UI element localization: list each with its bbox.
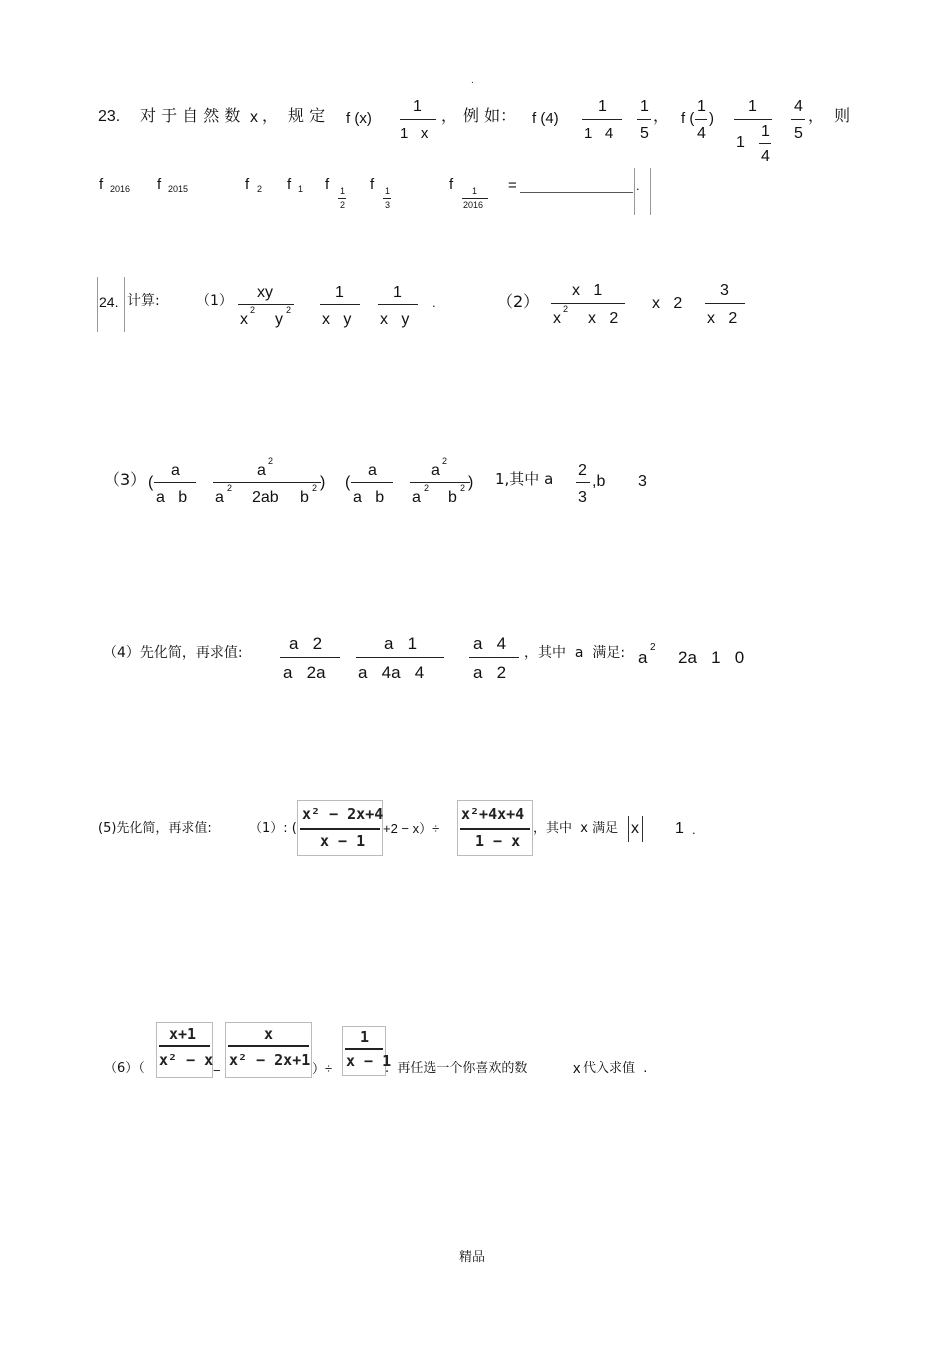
fraction-bar [154, 482, 196, 483]
fraction-numerator: 1 [413, 98, 422, 115]
fraction-numerator: 3 [720, 282, 729, 299]
problem-text: 对 于 自 然 数 [140, 106, 241, 125]
exponent: 2 [424, 483, 430, 493]
function-f-4: f (4) [532, 110, 559, 127]
function-f: f [157, 176, 162, 193]
fraction-numerator: x² − 2x+4 [302, 805, 384, 823]
denominator-x: x [240, 311, 248, 328]
fraction-numerator: a [368, 462, 377, 479]
variable-b: ,b [592, 473, 606, 490]
fraction-numerator: xy [257, 284, 273, 301]
exponent: 2 [286, 305, 292, 315]
sub-denominator: 3 [385, 200, 391, 210]
fraction-numerator: a [431, 462, 440, 479]
fraction-bar [791, 119, 805, 120]
fraction-numerator: a [257, 462, 266, 479]
instruction-text: . 再任选一个你喜欢的数 [385, 1061, 528, 1076]
paren: ( [148, 474, 154, 491]
exponent: 2 [563, 304, 569, 314]
function-f-x: f (x) [346, 110, 372, 127]
fraction-image [342, 1026, 392, 1076]
denominator-mid: 2ab [252, 489, 279, 506]
scan-edge [650, 168, 651, 215]
function-f: f [245, 176, 250, 193]
expression: x 2 [652, 295, 683, 312]
subquestion-tag: （6）（ [104, 1061, 145, 1076]
fraction-bar [695, 119, 707, 120]
value: 1 [675, 820, 684, 837]
problem-text: ， 则 [808, 106, 851, 125]
sub-denominator: 2016 [463, 200, 484, 210]
problem-number: 23. [98, 108, 121, 125]
scan-edge [97, 277, 98, 332]
sub-numerator: 1 [340, 186, 346, 196]
fraction-bar [345, 1048, 383, 1050]
subquestion-tag: （1） [196, 293, 233, 309]
denominator-y: y [275, 311, 283, 328]
denominator-x: x [553, 310, 561, 327]
paren: ) [320, 474, 326, 491]
subscript: 1 [298, 184, 304, 194]
fraction-bar [383, 198, 391, 199]
equation-rest: 2a 1 0 [678, 648, 745, 667]
fraction-denominator: x² − 2x+1 [229, 1051, 311, 1069]
expression: ）÷ [312, 1061, 333, 1076]
sub-numerator: 1 [385, 186, 391, 196]
period: . [692, 822, 696, 837]
fraction-denominator: 4 [697, 125, 706, 142]
fraction-bar [351, 482, 393, 483]
problem-text: 规 定 [288, 106, 326, 125]
subquestion-part: （1）: ( [249, 821, 297, 836]
fraction-denominator: a b [156, 489, 188, 506]
fraction-bar [300, 828, 380, 830]
scan-edge [124, 277, 125, 332]
fraction-bar [759, 143, 771, 144]
subscript: 2015 [168, 184, 189, 194]
fraction-bar [338, 198, 346, 199]
fraction-numerator: 1 [748, 98, 757, 115]
fraction-numerator: 1 [598, 98, 607, 115]
fraction-denominator: a 2a [283, 663, 326, 682]
fraction-bar [159, 1045, 210, 1047]
fraction-denominator: x y [380, 311, 410, 328]
period: . [636, 178, 640, 193]
condition-text: ，其中 x 满足 [533, 821, 619, 836]
scan-edge [634, 168, 635, 215]
variable-x: x [573, 1060, 581, 1077]
example-label: 例 如： [463, 106, 517, 125]
fraction-image [297, 800, 383, 856]
function-f: f [325, 176, 330, 193]
condition-text: 1,其中 a [495, 470, 554, 488]
exponent: 2 [442, 456, 448, 466]
comma: ， [262, 106, 279, 125]
subquestion-tag: （3） [104, 470, 147, 489]
fraction-bar [400, 119, 436, 120]
denominator-a: a [215, 489, 224, 506]
variable-a: a [638, 648, 648, 667]
fraction-denominator: a b [353, 489, 385, 506]
fraction-numerator: a 1 [384, 634, 418, 653]
fraction-image [156, 1022, 213, 1078]
fraction-bar [280, 657, 340, 658]
paren: ) [468, 474, 474, 491]
fraction-denominator: 3 [578, 489, 587, 506]
fraction-numerator: x [264, 1025, 274, 1043]
expression: +2 − x）÷ [383, 821, 440, 836]
fraction-bar [469, 657, 519, 658]
function-f: f [287, 176, 292, 193]
fraction-denominator: a 4a 4 [358, 663, 425, 682]
function-f-close: ) [709, 110, 714, 127]
equals-sign: = [508, 177, 517, 194]
fraction-bar [582, 119, 622, 120]
fraction-bar [637, 119, 651, 120]
function-f: f [449, 176, 454, 193]
fraction-numerator: x²+4x+4 [461, 805, 525, 823]
fraction-denominator: 1 4 [584, 125, 614, 142]
exponent: 2 [250, 305, 256, 315]
exponent: 2 [312, 483, 318, 493]
fraction-denominator: x² − x [159, 1051, 214, 1069]
fraction-numerator: a [171, 462, 180, 479]
comma: ， [653, 106, 670, 125]
nested-numerator: 1 [761, 123, 770, 140]
answer-blank [520, 192, 633, 193]
fraction-bar [734, 119, 772, 120]
variable-x: x [631, 820, 639, 837]
fraction-bar [462, 198, 488, 199]
period: . [432, 295, 436, 310]
exponent: 2 [650, 642, 656, 653]
fraction-bar [705, 303, 745, 304]
sub-denominator: 2 [340, 200, 346, 210]
fraction-numerator: x 1 [572, 282, 603, 299]
exponent: 2 [460, 483, 466, 493]
fraction-numerator: 4 [794, 98, 803, 115]
fraction-denominator: x − 1 [320, 832, 366, 850]
fraction-denominator: x 2 [588, 310, 619, 327]
fraction-bar [356, 657, 444, 658]
value: 3 [638, 473, 647, 490]
problem-label: 计算: [127, 293, 160, 309]
fraction-denominator: 5 [794, 125, 803, 142]
fraction-denominator: 1 − x [475, 832, 521, 850]
problem-number: 24. [99, 294, 119, 310]
fraction-numerator: x+1 [169, 1025, 197, 1043]
fraction-numerator: a 2 [289, 634, 323, 653]
fraction-numerator: 1 [360, 1028, 370, 1046]
fraction-bar [228, 1045, 309, 1047]
denominator-a: a [412, 489, 421, 506]
fraction-bar [576, 482, 590, 483]
fraction-denominator: x y [322, 311, 352, 328]
sub-numerator: 1 [472, 186, 478, 196]
denominator-b: b [448, 489, 457, 506]
exponent: 2 [227, 483, 233, 493]
denominator-b: b [300, 489, 309, 506]
fraction-denominator: a 2 [473, 663, 507, 682]
subscript: 2016 [110, 184, 131, 194]
subquestion-tag: （2） [497, 292, 540, 311]
fraction-denominator: x 2 [707, 310, 738, 327]
subquestion-tag: （4）先化简，再求值: [103, 645, 243, 661]
fraction-denominator: 5 [640, 125, 649, 142]
fraction-numerator: 1 [640, 98, 649, 115]
fraction-numerator: a 4 [473, 634, 507, 653]
fraction-denominator: x − 1 [346, 1052, 392, 1070]
comma: ， [441, 106, 458, 125]
footer-label: 精品 [459, 1250, 486, 1265]
nested-denominator: 4 [761, 148, 770, 165]
fraction-image [225, 1022, 312, 1078]
fraction-numerator: 1 [697, 98, 706, 115]
fraction-bar [460, 828, 530, 830]
function-f: f [99, 176, 104, 193]
paren: ( [345, 474, 351, 491]
fraction-numerator: 1 [335, 284, 344, 301]
abs-bar [628, 816, 629, 842]
subscript: 2 [257, 184, 263, 194]
subquestion-tag: (5)先化简，再求值: [98, 821, 212, 836]
variable-x: x [250, 109, 258, 126]
header-dot: . [471, 75, 474, 86]
function-f-open: f ( [681, 110, 695, 127]
fraction-image [457, 800, 533, 856]
fraction-bar [320, 304, 360, 305]
abs-bar [642, 816, 643, 842]
exponent: 2 [268, 456, 274, 466]
fraction-numerator: 2 [578, 462, 587, 479]
condition-text: ，其中 a 满足: [524, 645, 626, 661]
fraction-denominator: 1 x [400, 125, 429, 142]
function-f: f [370, 176, 375, 193]
minus-sign: − [213, 1063, 221, 1078]
instruction-text: 代入求值 . [583, 1061, 648, 1076]
fraction-numerator: 1 [393, 284, 402, 301]
fraction-denominator: 1 [736, 134, 745, 151]
fraction-bar [378, 304, 418, 305]
